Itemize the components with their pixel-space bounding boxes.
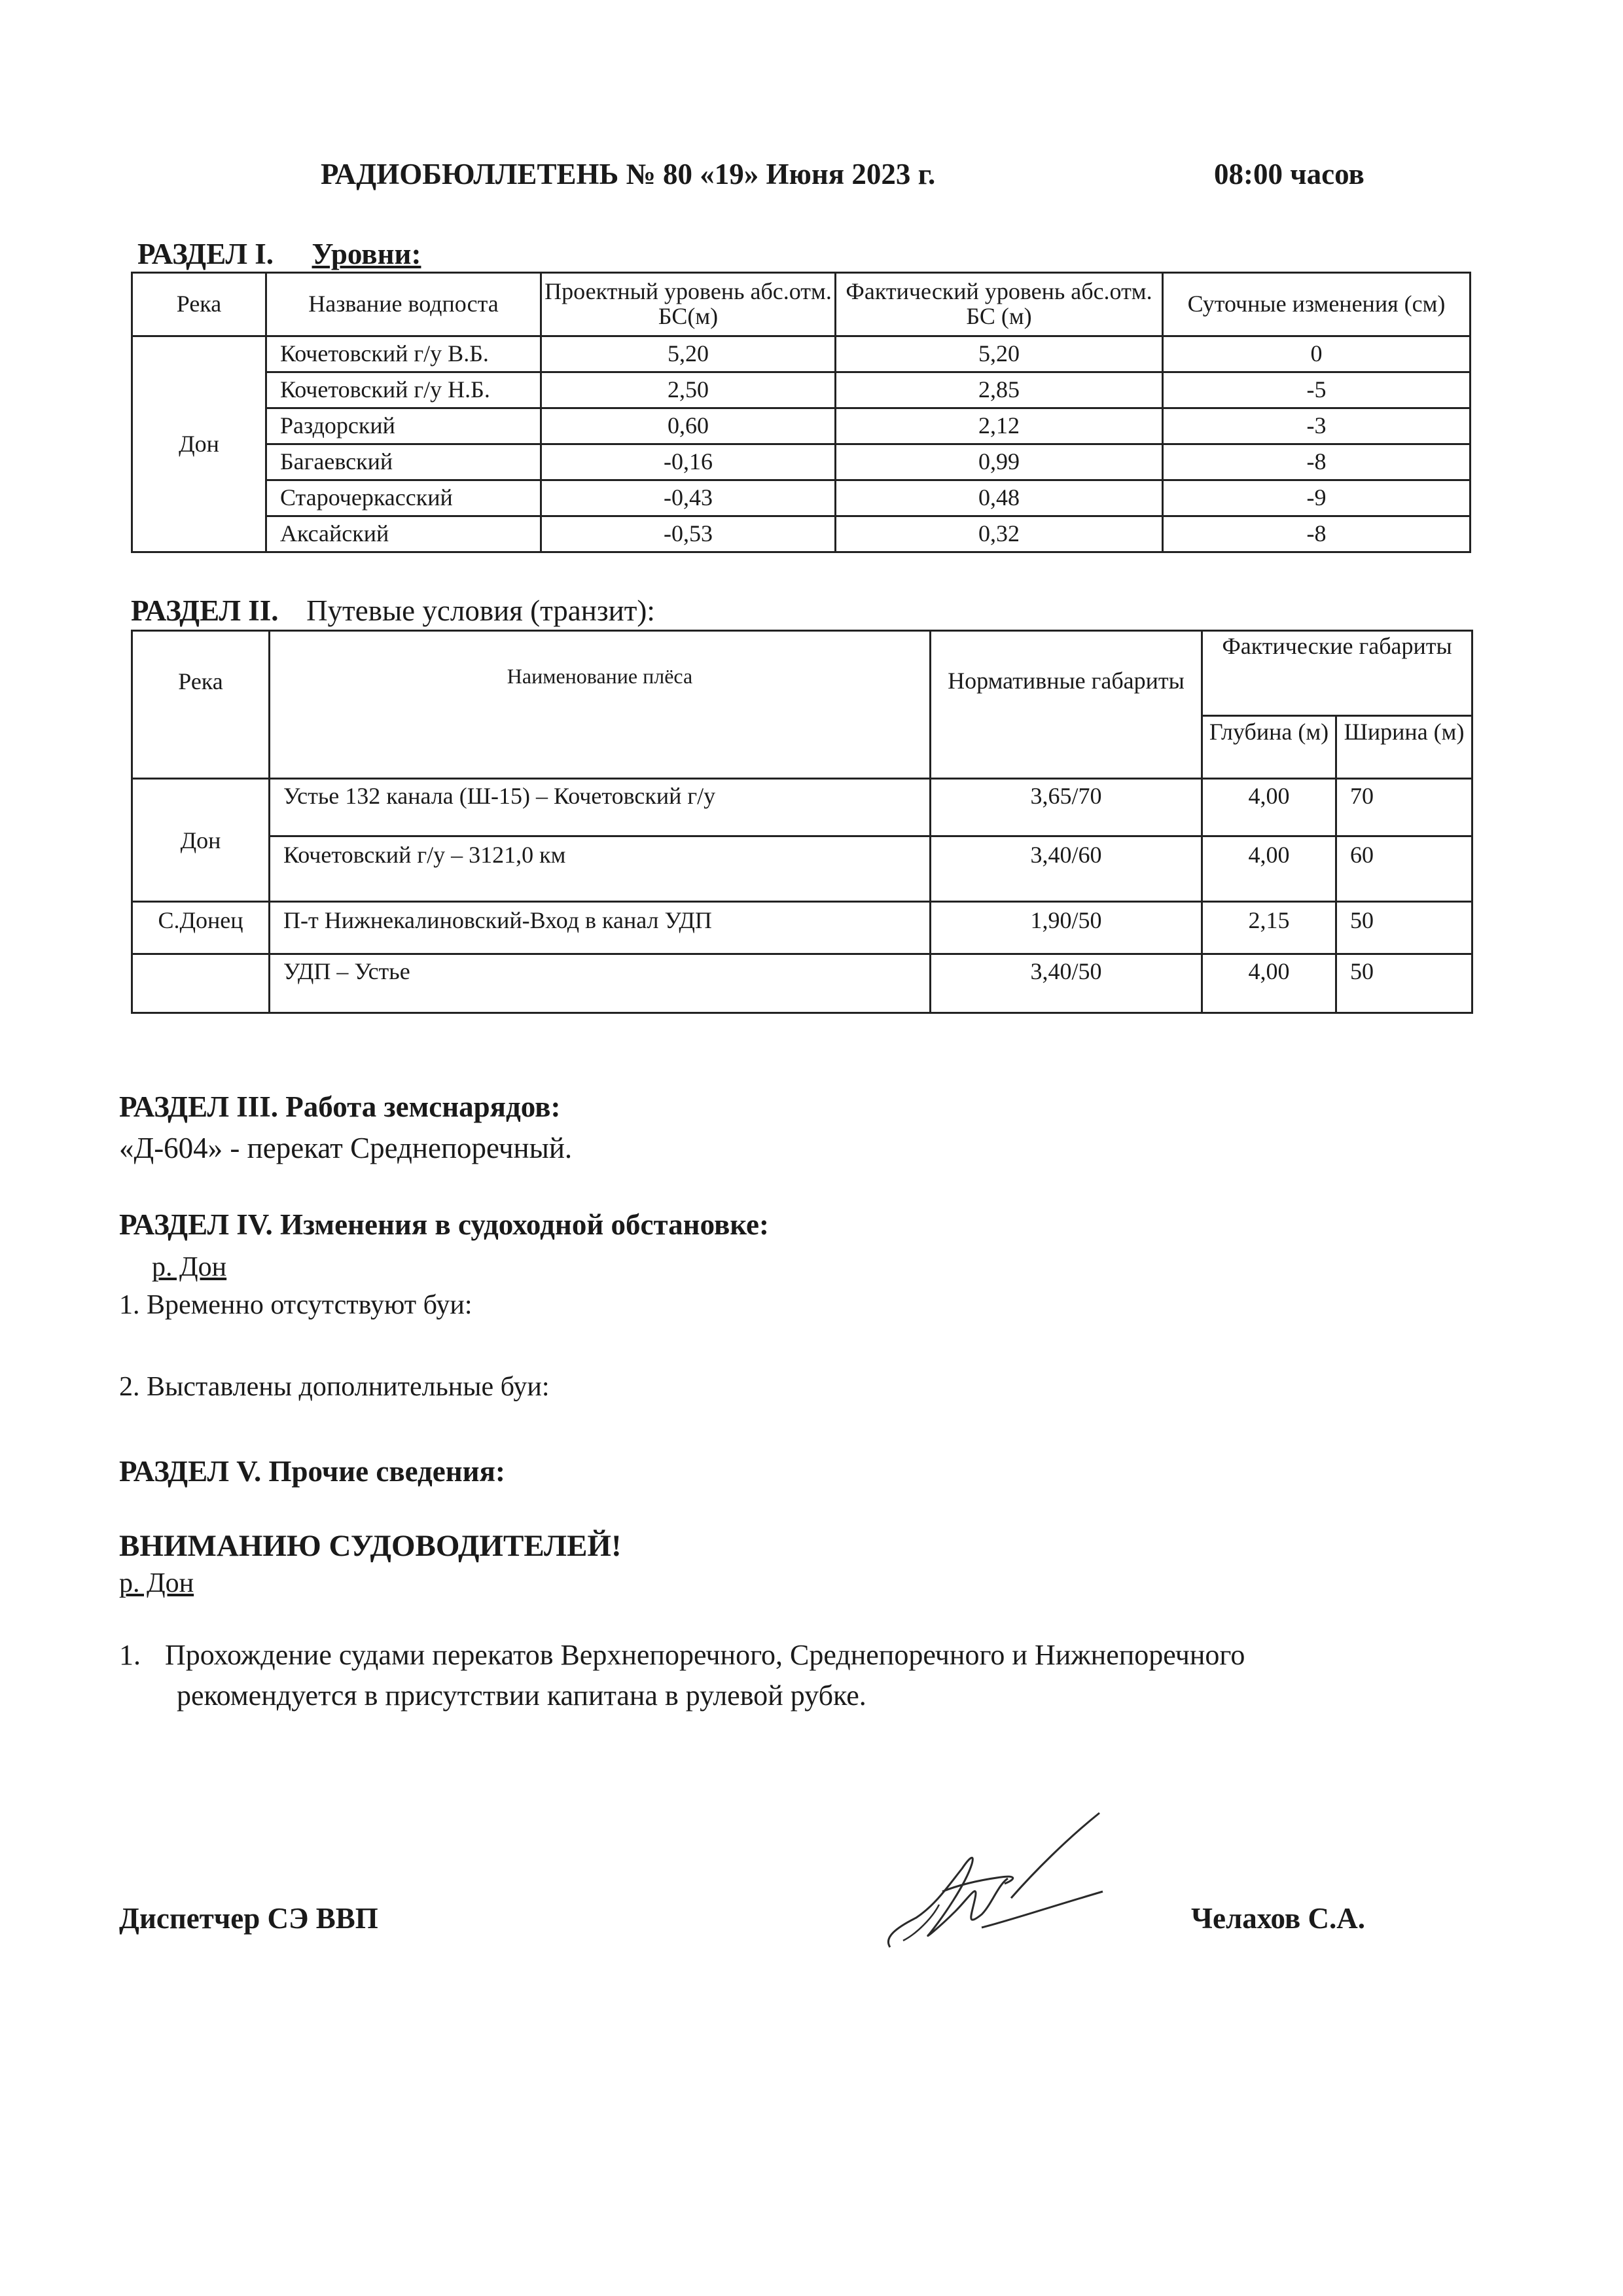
col-norm: Нормативные габариты [931,631,1202,779]
table-row [132,954,1472,1013]
depth-value: 4,00 [1202,836,1336,902]
signature-position: Диспетчер СЭ ВВП [119,1902,378,1935]
col-width: Ширина (м) [1336,716,1472,779]
transit-table [131,630,1473,1014]
project-level: -0,53 [541,516,836,552]
river-cell: С.Донец [132,902,270,954]
actual-level: 0,32 [836,516,1163,552]
depth-value: 4,00 [1202,779,1336,836]
section5-title: РАЗДЕЛ V. Прочие сведения: [119,1455,505,1488]
signature-name: Челахов С.А. [1191,1902,1365,1935]
post-name: Раздорский [266,408,541,444]
table-row [132,444,1471,480]
project-level: 2,50 [541,372,836,408]
attention-title: ВНИМАНИЮ СУДОВОДИТЕЛЕЙ! [119,1529,622,1563]
attention-line1: Прохождение судами перекатов Верхнепоречного, Среднепоречного и Нижнепоречного [165,1639,1245,1671]
reach-name: Кочетовский г/у – 3121,0 км [270,836,931,902]
project-level: 0,60 [541,408,836,444]
transit-header-row [132,631,1472,716]
table-row [132,372,1471,408]
width-value: 60 [1336,836,1472,902]
post-name: Кочетовский г/у В.Б. [266,336,541,372]
section4-river: р. Дон [152,1252,227,1282]
norm-value: 3,40/50 [931,954,1202,1013]
section1-title: Уровни: [312,238,421,270]
levels-header-row [132,273,1471,336]
post-name: Аксайский [266,516,541,552]
section3-text: «Д-604» - перекат Среднепоречный. [119,1132,573,1164]
width-value: 50 [1336,902,1472,954]
bulletin-time: 08:00 часов [1214,158,1364,190]
daily-change: -5 [1163,372,1471,408]
daily-change: -8 [1163,516,1471,552]
table-row [132,516,1471,552]
section4-item1: 1. Временно отсутствуют буи: [119,1290,473,1320]
reach-name: Устье 132 канала (Ш-15) – Кочетовский г/у [270,779,931,836]
table-row [132,902,1472,954]
col-depth: Глубина (м) [1202,716,1336,779]
col-river: Река [132,273,266,336]
col-reach: Наименование плёса [270,631,931,779]
attention-number: 1. [119,1639,141,1671]
norm-value: 3,65/70 [931,779,1202,836]
actual-level: 0,99 [836,444,1163,480]
norm-value: 1,90/50 [931,902,1202,954]
col-actual: Фактические габариты [1202,631,1472,716]
section2-title: Путевые условия (транзит): [306,594,655,627]
table-row [132,408,1471,444]
reach-name: П-т Нижнекалиновский-Вход в канал УДП [270,902,931,954]
col-actual-level: Фактический уровень абс.отм. БС (м) [836,273,1163,336]
actual-level: 2,12 [836,408,1163,444]
width-value: 50 [1336,954,1472,1013]
daily-change: -8 [1163,444,1471,480]
depth-value: 4,00 [1202,954,1336,1013]
section4-item2: 2. Выставлены дополнительные буи: [119,1372,550,1402]
col-post: Название водпоста [266,273,541,336]
project-level: -0,16 [541,444,836,480]
section1-heading [137,237,421,271]
river-cell: Дон [132,779,270,902]
actual-level: 0,48 [836,480,1163,516]
bulletin-title: РАДИОБЮЛЛЕТЕНЬ № 80 «19» Июня 2023 г. [321,158,936,190]
attention-line2: рекомендуется в присутствии капитана в рулевой рубке. [177,1679,866,1712]
table-row [132,836,1472,902]
daily-change: 0 [1163,336,1471,372]
table-row [132,336,1471,372]
section1-label: РАЗДЕЛ I. [137,238,274,270]
section2-label: РАЗДЕЛ II. [131,594,279,627]
post-name: Багаевский [266,444,541,480]
project-level: 5,20 [541,336,836,372]
river-cell-empty [132,954,270,1013]
norm-value: 3,40/60 [931,836,1202,902]
section3-title: РАЗДЕЛ III. Работа земснарядов: [119,1090,561,1123]
actual-level: 2,85 [836,372,1163,408]
handwritten-signature [877,1806,1139,1957]
depth-value: 2,15 [1202,902,1336,954]
table-row [132,779,1472,836]
actual-level: 5,20 [836,336,1163,372]
daily-change: -9 [1163,480,1471,516]
col-daily-change: Суточные изменения (см) [1163,273,1471,336]
river-cell: Дон [132,336,266,552]
levels-table [131,272,1471,553]
post-name: Кочетовский г/у Н.Б. [266,372,541,408]
reach-name: УДП – Устье [270,954,931,1013]
attention-river: р. Дон [119,1568,194,1598]
daily-change: -3 [1163,408,1471,444]
col-river: Река [132,631,270,779]
table-row [132,480,1471,516]
section2-heading [131,594,655,628]
project-level: -0,43 [541,480,836,516]
col-project-level: Проектный уровень абс.отм. БС(м) [541,273,836,336]
section4-title: РАЗДЕЛ IV. Изменения в судоходной обстановке: [119,1208,770,1241]
width-value: 70 [1336,779,1472,836]
post-name: Старочеркасский [266,480,541,516]
